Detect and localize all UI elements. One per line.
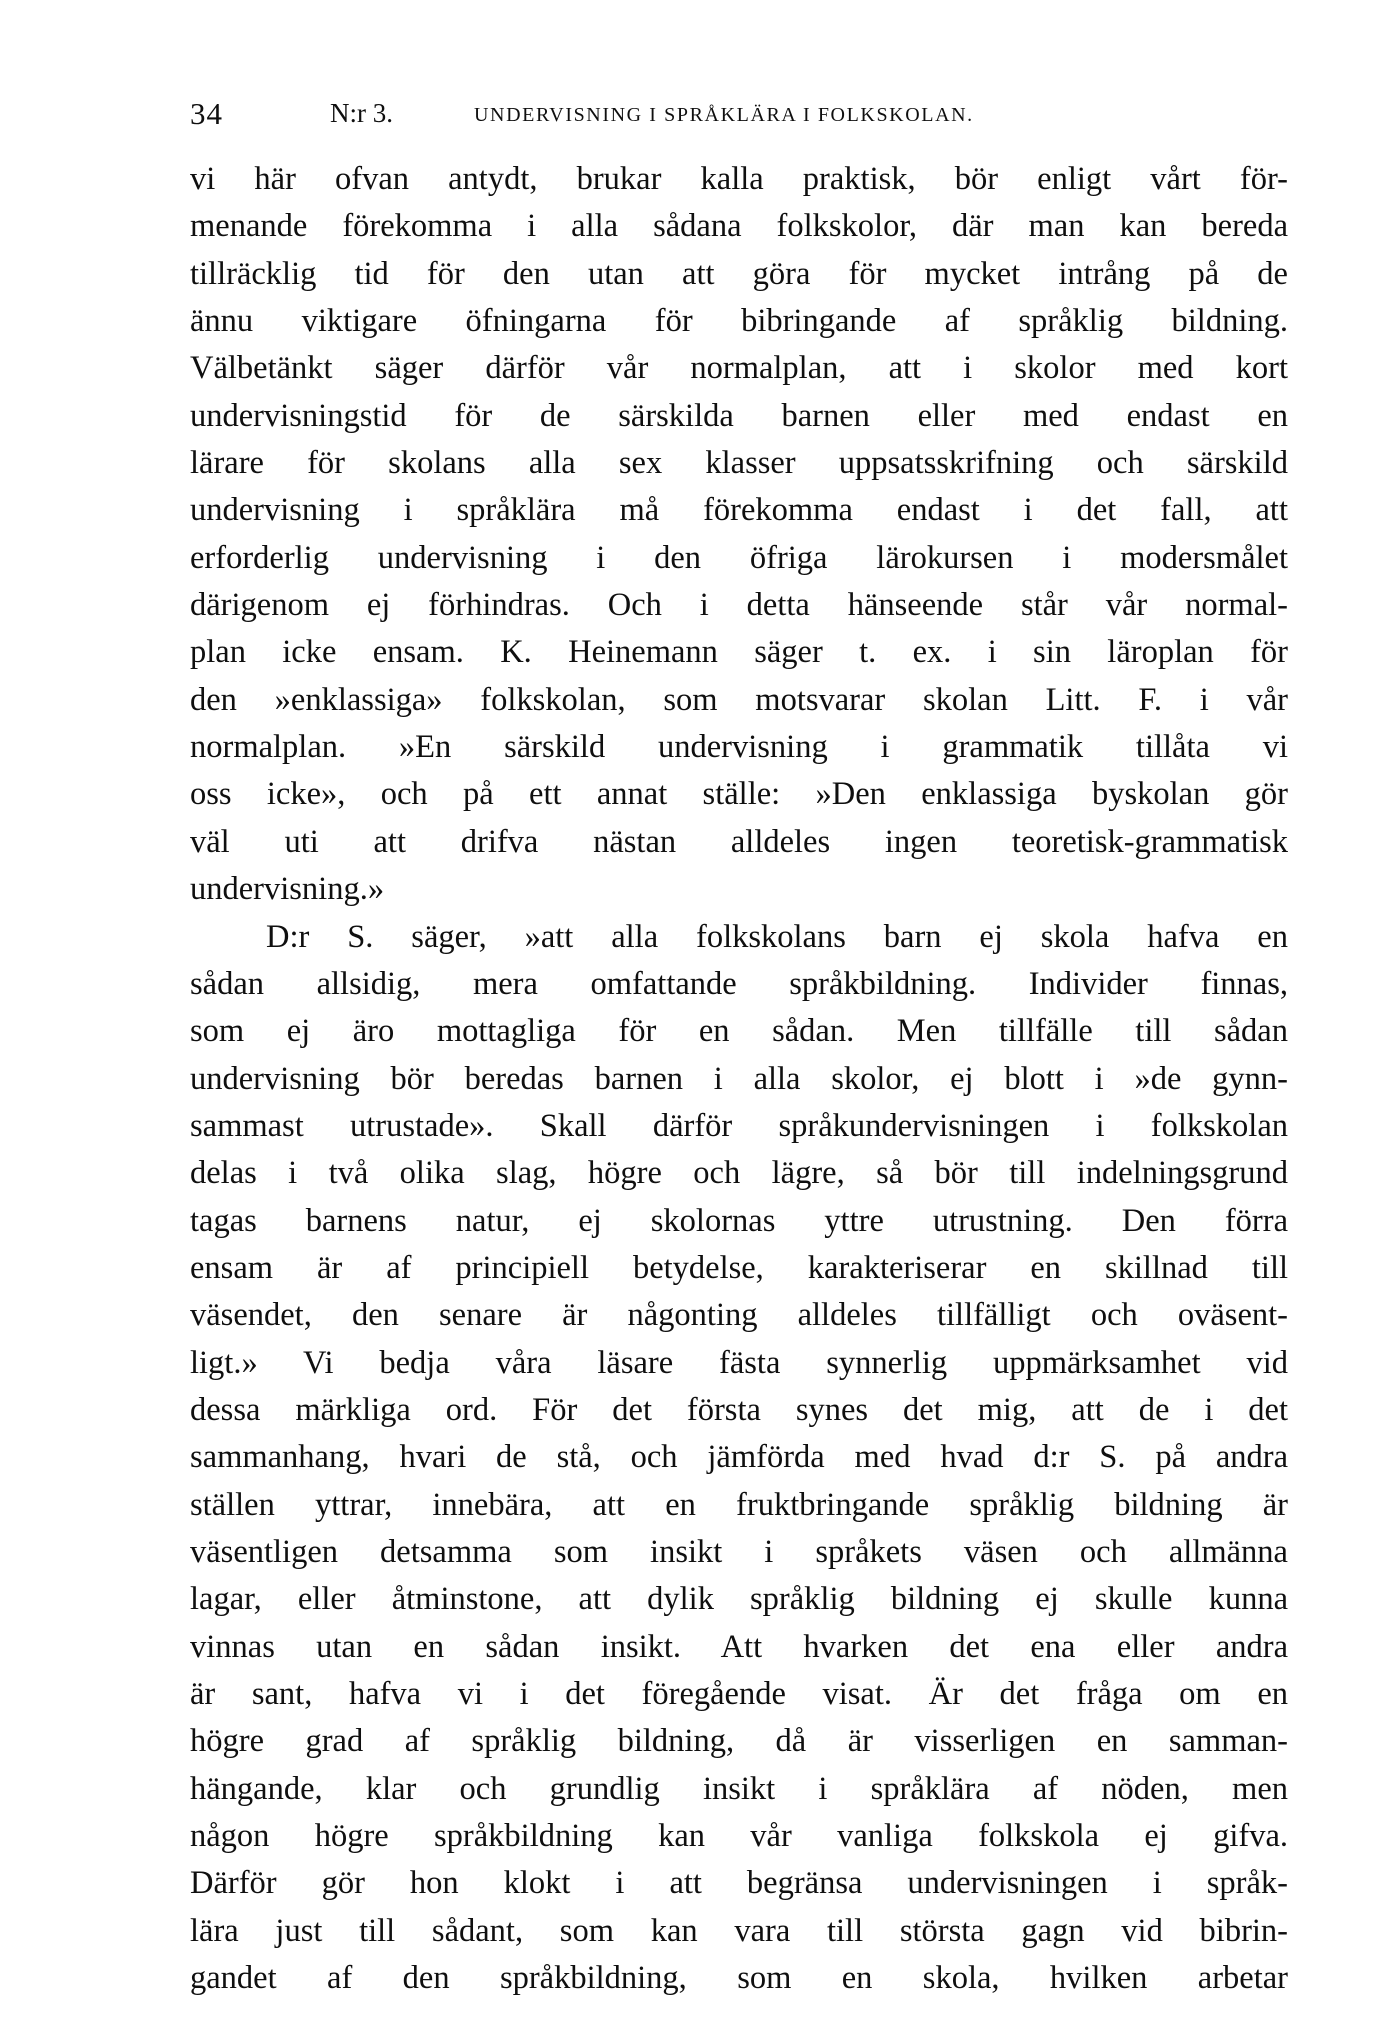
text-line: vi här ofvan antydt, brukar kalla praktisk, bör enligt vårt för- xyxy=(190,161,1288,197)
text-line: tillräcklig tid för den utan att göra för mycket intrång på de xyxy=(190,255,1288,292)
text-line: sammast utrustade». Skall därför språkundervisningen i folkskolan xyxy=(190,1107,1288,1144)
text-line: som ej äro mottagliga för en sådan. Men tillfälle till sådan xyxy=(190,1013,1288,1050)
text-line: väl uti att drifva nästan alldeles ingen teoretisk-grammatisk xyxy=(190,823,1288,860)
text-line: erforderlig undervisning i den öfriga lärokursen i modersmålet xyxy=(190,539,1288,576)
text-line: vinnas utan en sådan insikt. Att hvarken det ena eller andra xyxy=(190,1628,1288,1665)
text-line: lärare för skolans alla sex klasser uppsatsskrifning och särskild xyxy=(190,445,1288,482)
text-line: är sant, hafva vi i det föregående visat. Är det fråga om en xyxy=(190,1676,1288,1712)
text-line: menande förekomma i alla sådana folkskolor, där man kan bereda xyxy=(190,208,1288,245)
text-line: högre grad af språklig bildning, då är visserligen en samman- xyxy=(190,1723,1288,1760)
text-line: dessa märkliga ord. För det första synes det mig, att de i det xyxy=(190,1391,1288,1428)
text-line: oss icke», och på ett annat ställe: »Den enklassiga byskolan gör xyxy=(190,776,1288,813)
text-line: lagar, eller åtminstone, att dylik språklig bildning ej skulle kunna xyxy=(190,1581,1288,1618)
text-line: normalplan. »En särskild undervisning i grammatik tillåta vi xyxy=(190,729,1288,766)
text-line: tagas barnens natur, ej skolornas yttre utrustning. Den förra xyxy=(190,1202,1288,1239)
running-title: UNDERVISNING I SPRÅKLÄRA I FOLKSKOLAN. xyxy=(474,104,974,126)
text-line: delas i två olika slag, högre och lägre, så bör till indelningsgrund xyxy=(190,1155,1288,1192)
text-line: därigenom ej förhindras. Och i detta hänseende står vår normal- xyxy=(190,587,1288,624)
body-text xyxy=(190,156,1288,2002)
text-line: Därför gör hon klokt i att begränsa undervisningen i språk- xyxy=(190,1865,1288,1902)
text-line: Välbetänkt säger därför vår normalplan, att i skolor med kort xyxy=(190,350,1288,387)
text-line: gandet af den språkbildning, som en skola, hvilken arbetar xyxy=(190,1960,1288,1997)
text-line: väsendet, den senare är någonting alldeles tillfälligt och oväsent- xyxy=(190,1297,1288,1334)
page-header xyxy=(190,96,1290,146)
text-line: någon högre språkbildning kan vår vanliga folkskola ej gifva. xyxy=(190,1818,1288,1855)
text-line: ensam är af principiell betydelse, karakteriserar en skillnad till xyxy=(190,1249,1288,1286)
paragraph-end-line: undervisning.» xyxy=(190,871,385,908)
text-line: den »enklassiga» folkskolan, som motsvarar skolan Litt. F. i vår xyxy=(190,681,1288,718)
text-line: sådan allsidig, mera omfattande språkbildning. Individer finnas, xyxy=(190,965,1288,1002)
text-line: hängande, klar och grundlig insikt i språklära af nöden, men xyxy=(190,1770,1288,1807)
text-line: plan icke ensam. K. Heinemann säger t. ex. i sin läroplan för xyxy=(190,634,1288,671)
page-number: 34 xyxy=(190,96,223,131)
issue-number: N:r 3. xyxy=(330,98,393,128)
text-line: ställen yttrar, innebära, att en fruktbringande språklig bildning är xyxy=(190,1486,1288,1523)
text-line: lära just till sådant, som kan vara till största gagn vid bibrin- xyxy=(190,1912,1288,1949)
paragraph-start-line: D:r S. säger, »att alla folkskolans barn ej skola hafva en xyxy=(266,918,1288,955)
text-line: undervisning bör beredas barnen i alla skolor, ej blott i »de gynn- xyxy=(190,1060,1288,1097)
text-line: sammanhang, hvari de stå, och jämförda med hvad d:r S. på andra xyxy=(190,1439,1288,1476)
text-line: undervisning i språklära må förekomma endast i det fall, att xyxy=(190,492,1288,529)
text-line: undervisningstid för de särskilda barnen eller med endast en xyxy=(190,397,1288,434)
text-line: väsentligen detsamma som insikt i språkets väsen och allmänna xyxy=(190,1533,1288,1570)
text-line: ännu viktigare öfningarna för bibringande af språklig bildning. xyxy=(190,303,1288,340)
text-line: ligt.» Vi bedja våra läsare fästa synnerlig uppmärksamhet vid xyxy=(190,1344,1288,1381)
